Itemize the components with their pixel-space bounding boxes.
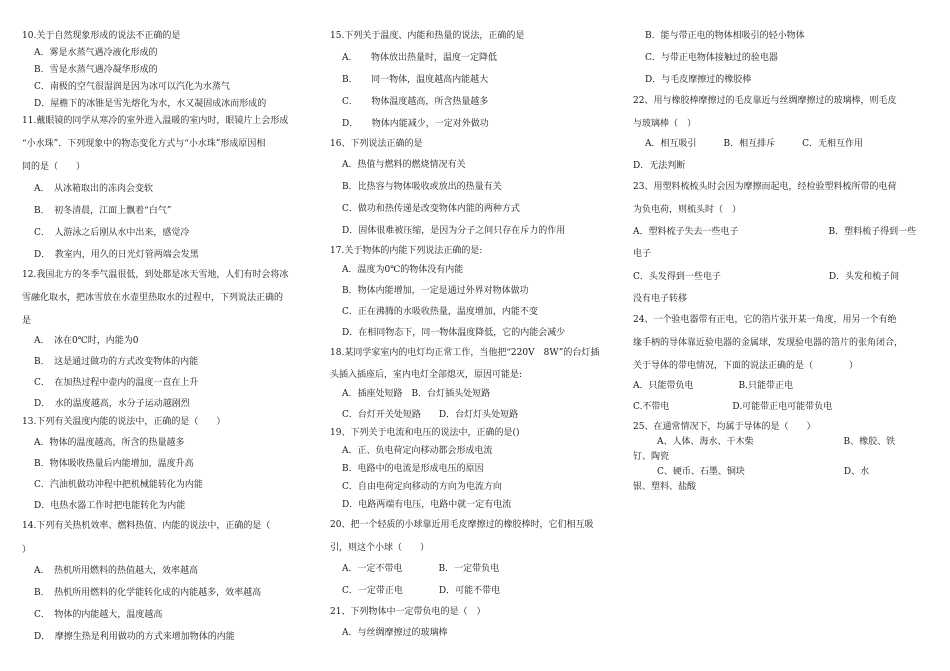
- text-line: B．物体吸收热量后内能增加，温度升高: [34, 459, 194, 469]
- text-line: 12.我国北方的冬季气温很低，到处都是冰天雪地，人们有时会将冰: [22, 270, 289, 280]
- text-line: 与玻璃棒（ ）: [633, 119, 697, 129]
- text-line: D．电热水器工作时把电能转化为内能: [34, 501, 186, 511]
- text-line: 关于导体的带电情况，下面的说法正确的是（ ）: [633, 361, 859, 371]
- text-line: C．与带正电物体接触过的验电器: [645, 53, 778, 63]
- text-line: C．南极的空气很湿润是因为冰可以汽化为水蒸气: [34, 82, 230, 92]
- text-line: A．相互吸引 B．相互排斥 C．无相互作用: [645, 139, 864, 149]
- text-line: C．做功和热传递是改变物体内能的两种方式: [342, 204, 520, 214]
- text-line: 21、下列物体中一定带负电的是（ ）: [330, 607, 486, 617]
- text-line: D．固体很难被压缩，是因为分子之间只存在斥力的作用: [342, 226, 566, 236]
- text-line: A． 热机所用燃料的热值越大，效率越高: [34, 566, 199, 576]
- text-line: A．塑料梳子失去一些电子 B．塑料梳子得到一些: [633, 227, 917, 237]
- text-line: 23、用塑料梳梳头时会因为摩擦而起电，经检验塑料梳所带的电荷: [633, 182, 897, 192]
- text-line: A． 物体放出热量时，温度一定降低: [342, 53, 498, 63]
- text-line: 24、一个验电器带有正电，它的箔片张开某一角度，用另一个有绝: [633, 315, 897, 325]
- text-line: D．屋檐下的冰锥是雪先熔化为水，水又凝固成冰而形成的: [34, 99, 267, 109]
- text-line: 银、塑料、盐酸: [633, 482, 697, 492]
- text-line: C． 物体温度越高，所含热量越多: [342, 97, 489, 107]
- text-line: B． 这是通过做功的方式改变物体的内能: [34, 357, 199, 367]
- text-line: 19、下列关于电流和电压的说法中，正确的是(): [330, 428, 520, 438]
- text-line: 钉、陶瓷: [633, 452, 670, 462]
- text-line: 引，则这个小球（ ）: [330, 543, 430, 553]
- text-line: A． 冰在0℃时，内能为0: [34, 336, 139, 346]
- text-line: 11.戴眼镜的同学从寒冷的室外进入温暖的室内时，眼镜片上会形成: [22, 116, 289, 126]
- text-line: D．在相同物态下，同一物体温度降低，它的内能会减少: [342, 328, 566, 338]
- text-line: C． 人游泳之后刚从水中出来，感觉冷: [34, 228, 190, 238]
- text-line: 电子: [633, 249, 652, 259]
- text-line: D．无法判断: [633, 161, 686, 171]
- text-line: C、硬币、石墨、铜块 D、水: [657, 467, 870, 477]
- text-line: 16、下列说法正确的是: [330, 139, 423, 149]
- text-line: C．自由电荷定向移动的方向为电流方向: [342, 482, 502, 492]
- text-line: B．能与带正电的物体相吸引的轻小物体: [645, 31, 805, 41]
- text-line: C．头发得到一些电子 D．头发和梳子间: [633, 272, 900, 282]
- text-line: 25、在通常情况下，均属于导体的是（ ）: [633, 422, 816, 432]
- text-line: D． 摩擦生热是利用做功的方式来增加物体的内能: [34, 632, 235, 642]
- text-line: 没有电子转移: [633, 294, 688, 304]
- text-line: A、人体、海水、干木柴 B、橡胶、铁: [657, 437, 896, 447]
- text-line: C．正在沸腾的水吸收热量，温度增加，内能不变: [342, 307, 538, 317]
- text-line: C．汽油机做功冲程中把机械能转化为内能: [34, 480, 203, 490]
- text-line: A．温度为0℃的物体没有内能: [342, 265, 464, 275]
- text-line: D．与毛皮摩擦过的橡胶棒: [645, 75, 752, 85]
- text-line: B． 热机所用燃料的化学能转化成的内能越多，效率越高: [34, 588, 262, 598]
- text-line: B． 同一物体，温度越高内能越大: [342, 75, 489, 85]
- text-line: B．物体内能增加，一定是通过外界对物体做功: [342, 286, 529, 296]
- text-line: 17.关于物体的内能下列说法正确的是:: [330, 246, 483, 256]
- text-line: 18.某同学家室内的电灯均正常工作，当他把“220V 8W”的台灯插: [330, 348, 600, 358]
- text-line: C．一定带正电 D．可能不带电: [342, 586, 501, 596]
- text-line: 10.关于自然现象形成的说法不正确的是: [22, 31, 181, 41]
- text-line: A．只能带负电 B.只能带正电: [633, 381, 793, 391]
- text-line: D． 水的温度越高，水分子运动越剧烈: [34, 399, 190, 409]
- text-line: 15.下列关于温度、内能和热量的说法，正确的是: [330, 31, 525, 41]
- text-line: 头插入插座后，室内电灯全部熄灭，原因可能是:: [330, 370, 523, 380]
- text-line: 14.下列有关热机效率、燃料热值、内能的说法中，正确的是（: [22, 521, 271, 531]
- text-line: “小水珠”．下列现象中的物态变化方式与“小水珠”形成原因相: [22, 139, 266, 149]
- text-line: 20、把一个轻质的小球靠近用毛皮摩擦过的橡胶棒时，它们相互吸: [330, 520, 594, 530]
- text-line: D．电路两端有电压，电路中就一定有电流: [342, 500, 512, 510]
- text-line: C． 物体的内能越大，温度越高: [34, 610, 163, 620]
- text-line: B． 初冬清晨，江面上飘着“白气”: [34, 206, 172, 216]
- text-line: A． 从冰箱取出的冻肉会变软: [34, 184, 154, 194]
- text-line: A．雾是水蒸气遇冷液化形成的: [34, 48, 158, 58]
- text-line: A．一定不带电 B．一定带负电: [342, 564, 500, 574]
- text-line: C．台灯开关处短路 D．台灯灯头处短路: [342, 410, 519, 420]
- text-line: A．热值与燃料的燃烧情况有关: [342, 160, 466, 170]
- text-line: 同的是（ ）: [22, 162, 86, 172]
- text-line: B．电路中的电流是形成电压的原因: [342, 464, 484, 474]
- text-line: C． 在加热过程中壶内的温度一直在上升: [34, 378, 199, 388]
- text-line: 缘手柄的导体靠近验电器的金属球，发现验电器的箔片的张角闭合，: [633, 338, 904, 348]
- text-line: A．物体的温度越高，所含的热量越多: [34, 438, 185, 448]
- text-line: D． 教室内，用久的日光灯管两端会发黑: [34, 250, 199, 260]
- text-line: 22、用与橡胶棒摩擦过的毛皮靠近与丝绸摩擦过的玻璃棒，则毛皮: [633, 96, 897, 106]
- text-line: A．正、负电荷定向移动都会形成电流: [342, 446, 493, 456]
- text-line: ）: [22, 545, 32, 555]
- text-line: A．与丝绸摩擦过的玻璃棒: [342, 628, 448, 638]
- text-line: 雪融化取水，把冰雪放在水壶里热取水的过程中，下列说法正确的: [22, 293, 284, 303]
- text-line: 为负电荷，则梳头时（ ）: [633, 205, 742, 215]
- text-line: 是: [22, 316, 32, 326]
- text-line: C.不带电 D.可能带正电可能带负电: [633, 402, 833, 412]
- text-line: B．雪是水蒸气遇冷凝华形成的: [34, 65, 158, 75]
- text-line: D． 物体内能减少，一定对外做功: [342, 119, 489, 129]
- text-line: A．插座处短路 B．台灯插头处短路: [342, 389, 491, 399]
- text-line: 13.下列有关温度内能的说法中，正确的是（ ）: [22, 417, 226, 427]
- text-line: B．比热容与物体吸收或放出的热量有关: [342, 182, 502, 192]
